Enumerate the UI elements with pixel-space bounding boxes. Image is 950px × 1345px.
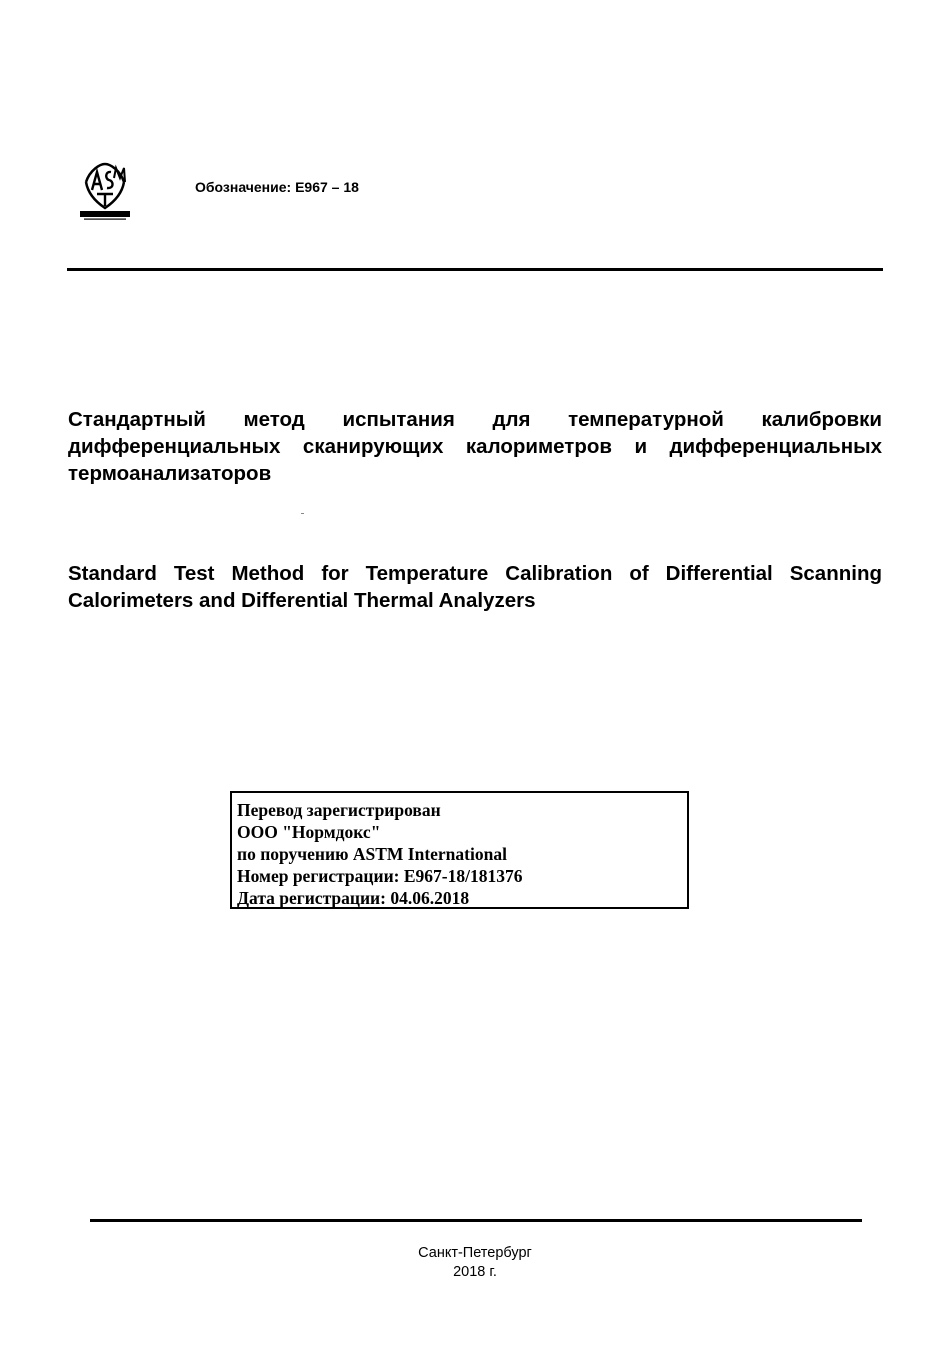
footer-year: 2018 г. — [453, 1264, 497, 1280]
top-divider — [67, 268, 883, 271]
title-russian: Стандартный метод испытания для температурной калибровки дифференциальных сканирующих калориметров и дифференциальных термоанализаторов — [68, 408, 882, 485]
stray-mark — [301, 513, 304, 514]
footer-imprint — [0, 1244, 950, 1282]
registration-number: Номер регистрации: E967-18/181376 — [237, 866, 523, 886]
registration-line-3: по поручению ASTM International — [237, 844, 507, 864]
registration-date: Дата регистрации: 04.06.2018 — [237, 888, 470, 908]
registration-line-1: Перевод зарегистрирован — [237, 800, 441, 820]
registration-line-2: ООО "Нормдокс" — [237, 822, 381, 842]
footer-city: Санкт-Петербург — [418, 1245, 532, 1261]
registration-box — [230, 791, 689, 909]
document-designation: Обозначение: E967 – 18 — [195, 179, 359, 195]
title-english: Standard Test Method for Temperature Calibration of Differential Scanning Calorimeters and Differential Thermal Analyzers — [68, 562, 882, 612]
astm-logo-icon — [78, 160, 132, 222]
bottom-divider — [90, 1219, 862, 1222]
